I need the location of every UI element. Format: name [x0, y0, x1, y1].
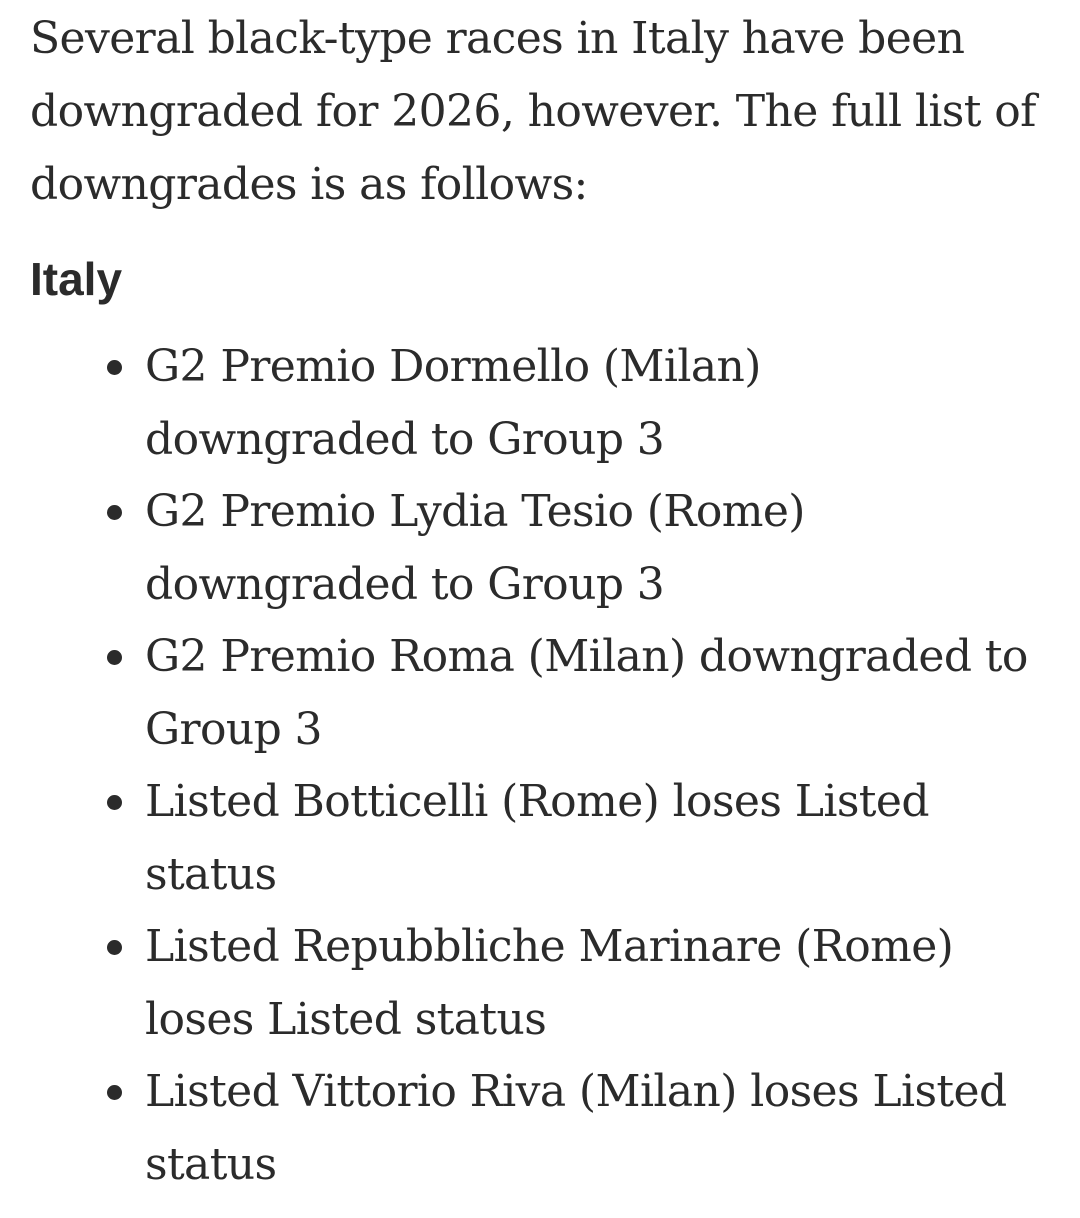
bullet-icon — [107, 360, 122, 375]
list-item-text: G2 Premio Lydia Tesio (Rome) downgraded to Group 3 — [145, 486, 805, 610]
list-item — [145, 911, 1045, 1056]
list-item-text: Listed Repubbliche Marinare (Rome) loses Listed status — [145, 921, 954, 1045]
intro-paragraph: Several black-type races in Italy have been downgraded for 2026, however. The full list of downgrades is as follows: — [30, 13, 1036, 210]
section-heading-italy: Italy — [30, 253, 123, 305]
bullet-icon — [107, 940, 122, 955]
list-item-text: G2 Premio Roma (Milan) downgraded to Group 3 — [145, 631, 1028, 755]
downgrades-list — [30, 331, 1045, 1201]
list-item — [145, 1056, 1045, 1201]
article-body — [30, 0, 1060, 1201]
list-item-text: G2 Premio Dormello (Milan) downgraded to Group 3 — [145, 341, 761, 465]
list-item — [145, 331, 1045, 476]
list-item — [145, 766, 1045, 911]
list-item-text: Listed Botticelli (Rome) loses Listed status — [145, 776, 929, 900]
list-item — [145, 476, 1045, 621]
bullet-icon — [107, 1085, 122, 1100]
list-item — [145, 621, 1045, 766]
list-item-text: Listed Vittorio Riva (Milan) loses Listed status — [145, 1066, 1007, 1190]
bullet-icon — [107, 505, 122, 520]
bullet-icon — [107, 650, 122, 665]
bullet-icon — [107, 795, 122, 810]
